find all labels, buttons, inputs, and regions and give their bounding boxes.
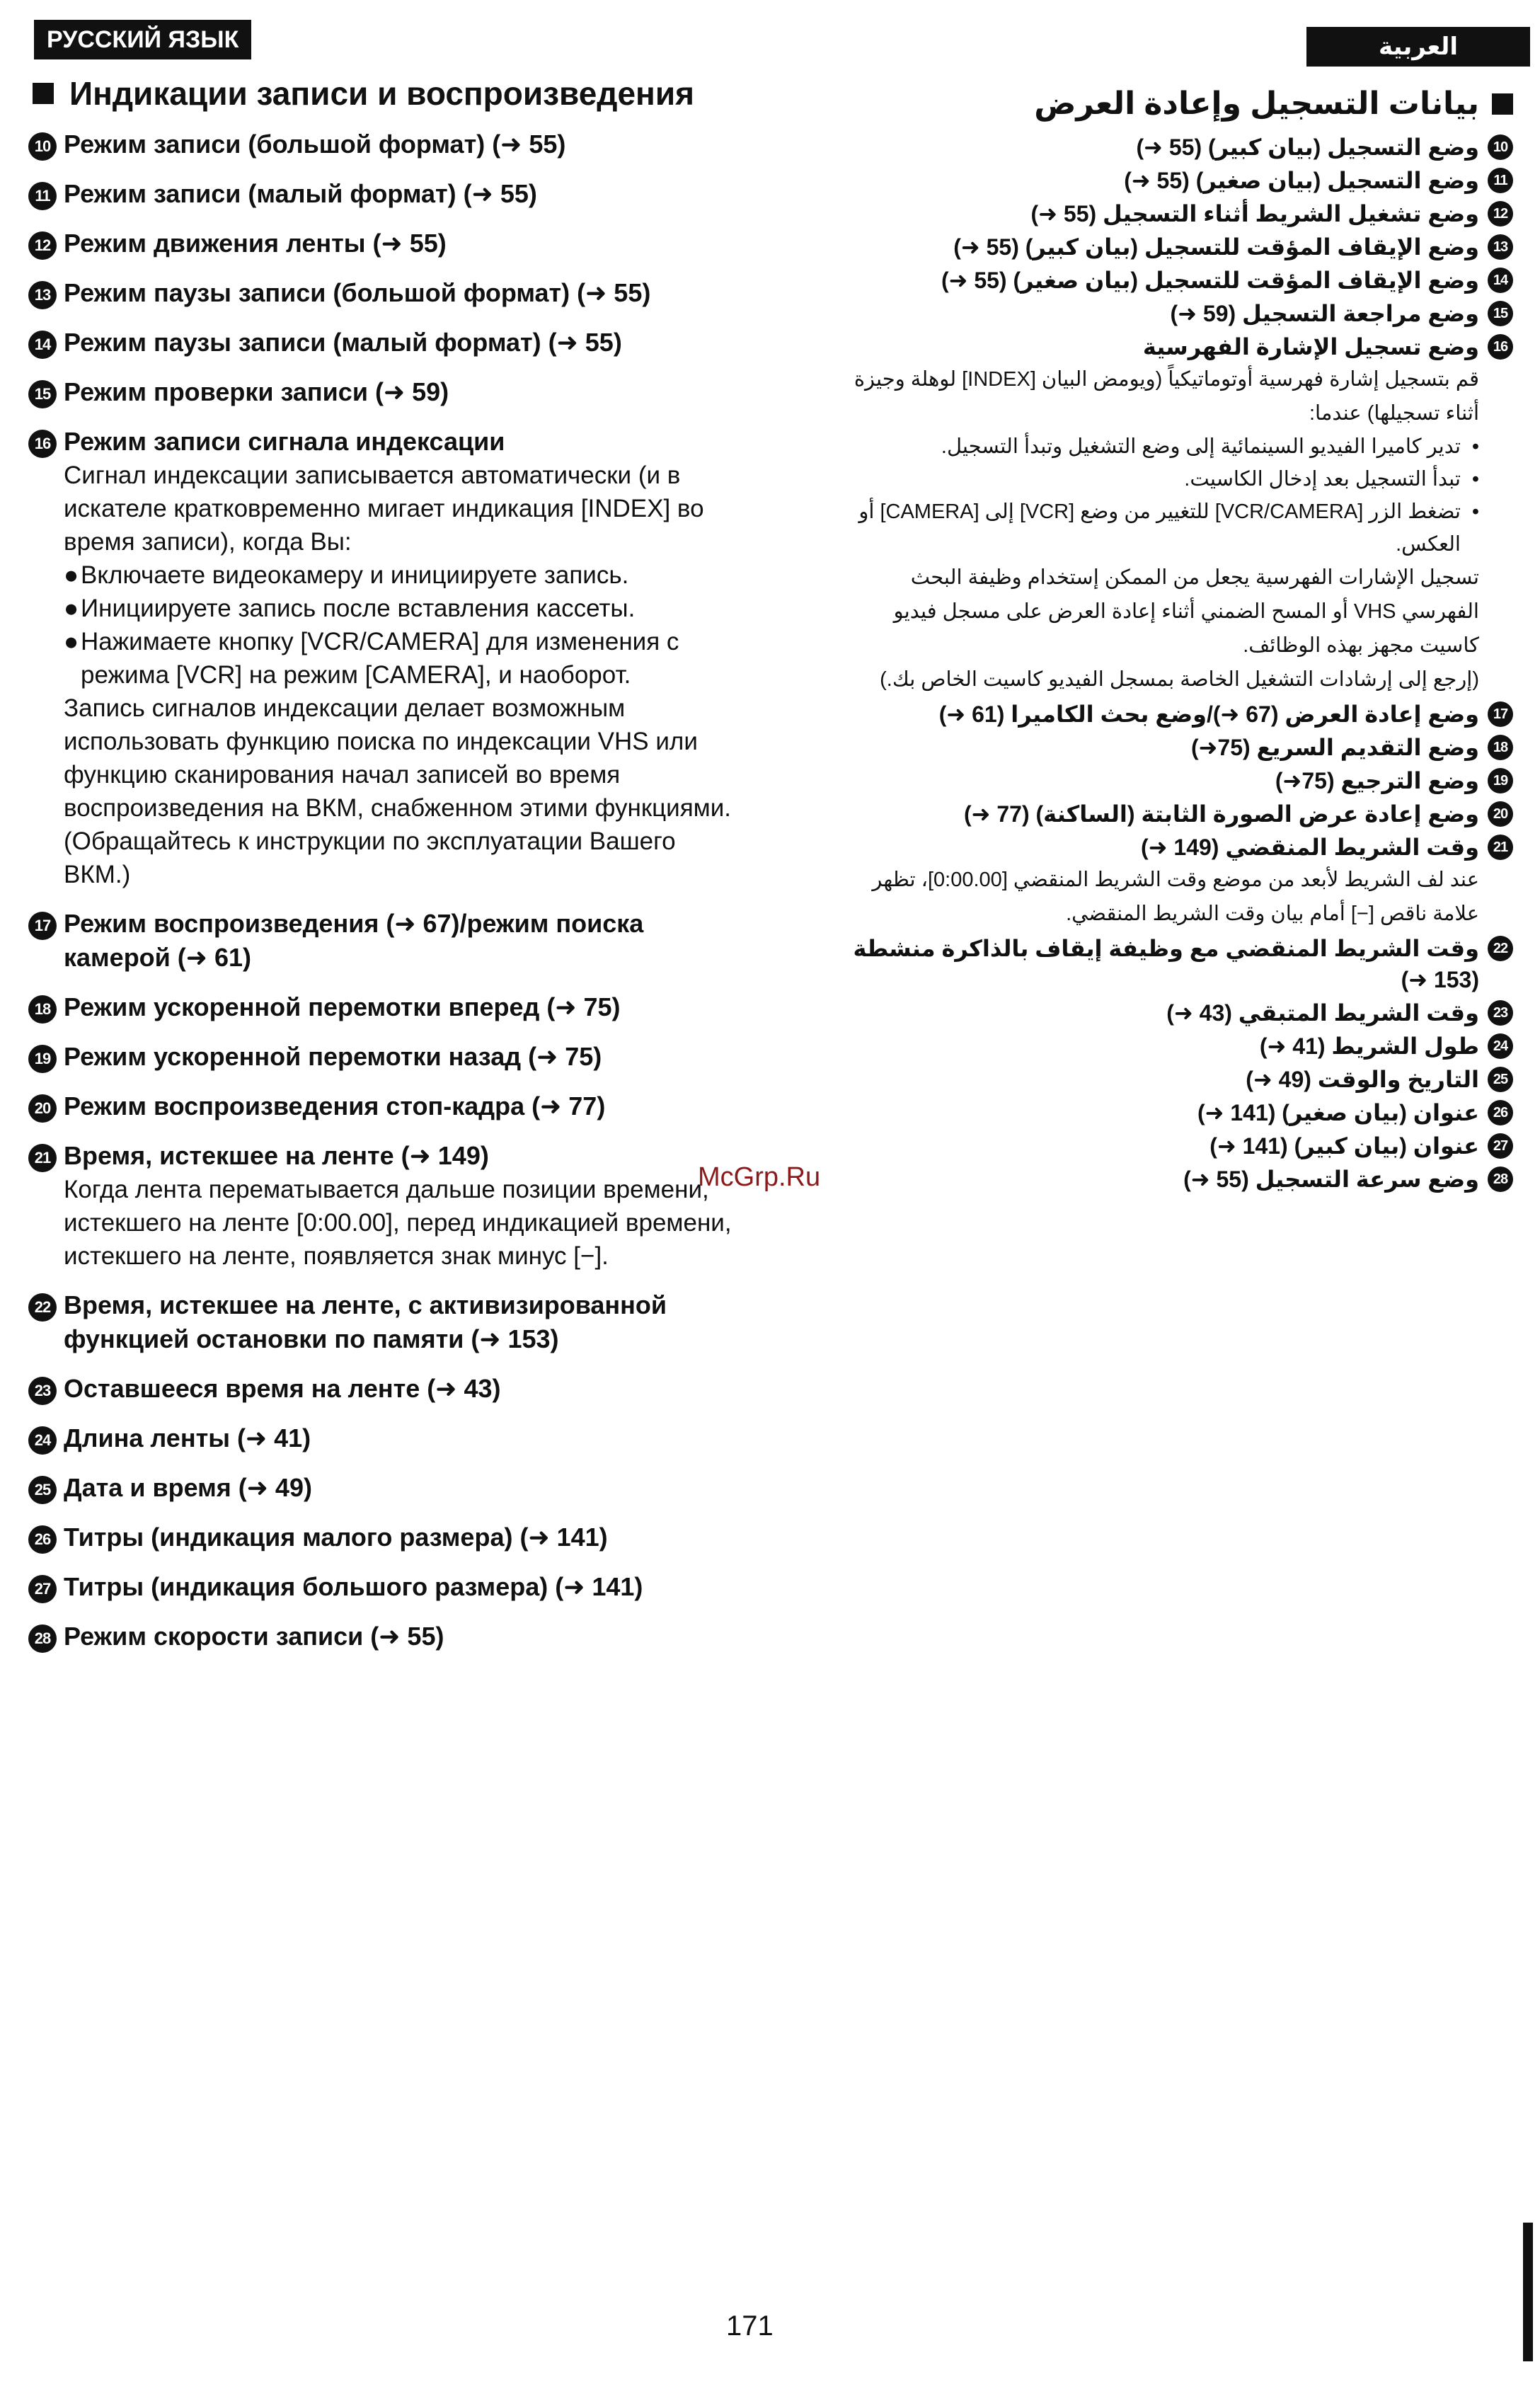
ru-item-title: Режим паузы записи (большой формат) (➜ 55) [64, 278, 651, 307]
ar-item-title: وضع إعادة عرض الصورة الثابتة (الساكنة) (77 ➜) [964, 801, 1479, 827]
ar-item-title: عنوان (بيان صغير) (141 ➜) [1197, 1100, 1479, 1125]
bullet-item: • تضغط الزر [VCR/CAMERA] للتغيير من وضع [VCR] إلى [CAMERA] أو العكس. [832, 495, 1479, 561]
ru-item-text: Когда лента перематывается дальше позиции времени, истекшего на ленте [0:00.00], перед индикацией времени, истекшего на ленте, появляется знак минус [−]. [64, 1176, 732, 1270]
ru-item-28 [28, 1620, 736, 1654]
ar-item-15 [832, 298, 1513, 329]
number-badge-icon: 26 [1488, 1100, 1513, 1125]
ar-item-title: وضع مراجعة التسجيل (59 ➜) [1170, 301, 1479, 326]
number-badge-icon: 13 [1488, 234, 1513, 260]
ar-item-12 [832, 198, 1513, 229]
number-badge-icon: 18 [1488, 735, 1513, 760]
number-badge-icon: 23 [1488, 1000, 1513, 1026]
watermark: McGrp.Ru [698, 1162, 821, 1192]
ru-item-title: Режим движения ленты (➜ 55) [64, 229, 447, 258]
ru-item-title: Режим воспроизведения (➜ 67)/режим поиска камерой (➜ 61) [64, 909, 644, 972]
number-badge-icon: 11 [28, 182, 57, 210]
number-badge-icon: 10 [28, 132, 57, 161]
number-badge-icon: 21 [1488, 835, 1513, 860]
number-badge-icon: 23 [28, 1377, 57, 1405]
ru-item-title: Титры (индикация большого размера) (➜ 141) [64, 1572, 643, 1601]
ar-item-text: تسجيل الإشارات الفهرسية يجعل من الممكن إستخدام وظيفة البحث الفهرسي VHS أو المسح الضمني أثناء إعادة العرض على مسجل فيديو كاسيت مجهز بهذه الوظائف. [893, 566, 1479, 657]
ar-item-title: وضع الترجيع (75➜) [1275, 768, 1479, 793]
language-tag-russian: РУССКИЙ ЯЗЫК [34, 20, 251, 59]
ar-item-10 [832, 132, 1513, 163]
ar-item-title: وضع الإيقاف المؤقت للتسجيل (بيان صغير) (55 ➜) [941, 268, 1479, 293]
bullet-item: ● Включаете видеокамеру и инициируете запись. [64, 558, 736, 592]
ar-section-heading [832, 84, 1513, 125]
ru-item-27 [28, 1570, 736, 1604]
bullet-dot-icon: ● [64, 561, 79, 589]
ru-item-10 [28, 127, 736, 161]
ru-item-title: Режим записи сигнала индексации [64, 427, 505, 456]
number-badge-icon: 27 [1488, 1133, 1513, 1159]
number-badge-icon: 12 [28, 231, 57, 260]
number-badge-icon: 15 [28, 380, 57, 408]
number-badge-icon: 19 [1488, 768, 1513, 793]
ru-heading-text: Индикации записи и воспроизведения [69, 75, 694, 112]
number-badge-icon: 21 [28, 1144, 57, 1172]
ar-item-13 [832, 231, 1513, 263]
number-badge-icon: 16 [28, 430, 57, 458]
ar-item-title: التاريخ والوقت (49 ➜) [1246, 1067, 1479, 1092]
ar-heading-text: بيانات التسجيل وإعادة العرض [1034, 86, 1479, 121]
ru-item-23 [28, 1372, 736, 1406]
ar-item-title: وضع تسجيل الإشارة الفهرسية [1142, 334, 1479, 360]
ru-item-title: Оставшееся время на ленте (➜ 43) [64, 1374, 501, 1403]
ru-item-18 [28, 990, 736, 1024]
ru-item-title: Дата и время (➜ 49) [64, 1473, 312, 1502]
ar-item-21 [832, 832, 1513, 931]
bullet-item: ● Нажимаете кнопку [VCR/CAMERA] для изменения с режима [VCR] на режим [CAMERA], и наоборот. [64, 625, 736, 692]
number-badge-icon: 24 [28, 1426, 57, 1455]
bullet-item: • تدير كاميرا الفيديو السينمائية إلى وضع التشغيل وتبدأ التسجيل. [832, 430, 1479, 463]
page-number: 171 [726, 2310, 774, 2342]
ru-item-21 [28, 1139, 736, 1273]
ru-item-title: Длина ленты (➜ 41) [64, 1423, 311, 1452]
ru-item-16 [28, 425, 736, 891]
number-badge-icon: 11 [1488, 168, 1513, 193]
ar-item-22 [832, 933, 1513, 995]
ru-item-text: Запись сигналов индексации делает возможным использовать функцию поиска по индексации VHS или функцию сканирования начал записей во время воспроизведения на ВКМ, снабженном этими функциями. [64, 694, 732, 822]
number-badge-icon: 24 [1488, 1033, 1513, 1059]
ru-item-19 [28, 1040, 736, 1074]
ar-item-19 [832, 765, 1513, 796]
bullet-dot-icon: ● [64, 628, 79, 655]
bullet-dot-icon: ● [64, 595, 79, 622]
ru-item-11 [28, 177, 736, 211]
ar-item-title: طول الشريط (41 ➜) [1259, 1033, 1479, 1059]
ru-item-text: Сигнал индексации записывается автоматически (и в искателе кратковременно мигает индикация [INDEX] во время записи), когда Вы: [64, 462, 704, 556]
ar-item-title: وضع إعادة العرض (67 ➜)/وضع بحث الكاميرا (61 ➜) [938, 701, 1479, 727]
ru-item-12 [28, 227, 736, 260]
number-badge-icon: 12 [1488, 201, 1513, 227]
bullet-item: ● Инициируете запись после вставления кассеты. [64, 592, 736, 625]
ar-item-23 [832, 997, 1513, 1028]
ru-item-24 [28, 1421, 736, 1455]
bullet-dot-icon: • [1471, 468, 1479, 491]
ar-item-title: وضع التسجيل (بيان صغير) (55 ➜) [1124, 168, 1479, 193]
ar-item-text: (إرجع إلى إرشادات التشغيل الخاصة بمسجل الفيديو كاسيت الخاص بك.) [880, 668, 1479, 691]
number-badge-icon: 18 [28, 995, 57, 1024]
ar-item-text: عند لف الشريط لأبعد من موضع وقت الشريط المنقضي [0:00.00]، تظهر علامة ناقص [−] أمام بيان وقت الشريط المنقضي. [872, 869, 1479, 925]
number-badge-icon: 20 [1488, 801, 1513, 827]
page-edge-marker [1523, 2223, 1533, 2361]
ar-item-title: وضع التسجيل (بيان كبير) (55 ➜) [1136, 134, 1479, 160]
ar-item-20 [832, 798, 1513, 830]
ru-item-title: Режим воспроизведения стоп-кадра (➜ 77) [64, 1091, 606, 1121]
ar-item-14 [832, 265, 1513, 296]
arabic-column [832, 84, 1513, 1197]
bullet-dot-icon: • [1471, 435, 1479, 458]
bullet-dot-icon: • [1471, 500, 1479, 523]
ru-item-title: Режим записи (большой формат) (➜ 55) [64, 130, 566, 159]
ru-item-25 [28, 1471, 736, 1505]
ru-item-title: Режим паузы записи (малый формат) (➜ 55) [64, 328, 622, 357]
ar-item-24 [832, 1031, 1513, 1062]
ru-item-15 [28, 375, 736, 409]
ar-item-title: وقت الشريط المتبقي (43 ➜) [1166, 1000, 1479, 1026]
ru-item-14 [28, 326, 736, 360]
ar-item-11 [832, 165, 1513, 196]
ar-item-title: وضع سرعة التسجيل (55 ➜) [1183, 1167, 1479, 1192]
ar-item-text: قم بتسجيل إشارة فهرسية أوتوماتيكياً (ويومض البيان [INDEX] لوهلة وجيزة أثناء تسجيلها) عندما: [854, 368, 1479, 425]
square-bullet-icon [33, 83, 54, 104]
ar-item-title: وقت الشريط المنقضي مع وظيفة إيقاف بالذاكرة منشطة (153 ➜) [853, 936, 1479, 992]
bullet-item: • تبدأ التسجيل بعد إدخال الكاسيت. [832, 463, 1479, 495]
number-badge-icon: 25 [1488, 1067, 1513, 1092]
number-badge-icon: 22 [28, 1293, 57, 1322]
ru-item-17 [28, 907, 736, 975]
number-badge-icon: 28 [1488, 1167, 1513, 1192]
number-badge-icon: 20 [28, 1094, 57, 1123]
ru-item-title: Режим скорости записи (➜ 55) [64, 1622, 444, 1651]
russian-column [28, 74, 736, 1669]
ru-item-title: Режим записи (малый формат) (➜ 55) [64, 179, 537, 208]
number-badge-icon: 13 [28, 281, 57, 309]
number-badge-icon: 19 [28, 1045, 57, 1073]
square-bullet-icon [1492, 93, 1513, 115]
ar-item-16 [832, 331, 1513, 697]
ru-item-title: Время, истекшее на ленте, с активизированной функцией остановки по памяти (➜ 153) [64, 1290, 667, 1353]
ar-item-title: وضع تشغيل الشريط أثناء التسجيل (55 ➜) [1030, 201, 1479, 227]
ru-section-heading [28, 74, 736, 113]
number-badge-icon: 26 [28, 1525, 57, 1554]
number-badge-icon: 16 [1488, 334, 1513, 360]
number-badge-icon: 28 [28, 1624, 57, 1653]
ru-item-title: Режим ускоренной перемотки вперед (➜ 75) [64, 992, 621, 1021]
ru-item-title: Время, истекшее на ленте (➜ 149) [64, 1141, 489, 1170]
ru-item-26 [28, 1520, 736, 1554]
ar-item-25 [832, 1064, 1513, 1095]
ru-item-20 [28, 1089, 736, 1123]
number-badge-icon: 27 [28, 1575, 57, 1603]
ar-item-26 [832, 1097, 1513, 1128]
number-badge-icon: 15 [1488, 301, 1513, 326]
number-badge-icon: 25 [28, 1476, 57, 1504]
ar-item-title: وضع الإيقاف المؤقت للتسجيل (بيان كبير) (55 ➜) [953, 234, 1479, 260]
ar-item-18 [832, 732, 1513, 763]
ru-item-title: Режим проверки записи (➜ 59) [64, 377, 449, 406]
ru-item-22 [28, 1288, 736, 1356]
language-tag-arabic: العربية [1306, 27, 1530, 67]
ru-item-text: (Обращайтесь к инструкции по эксплуатации Вашего ВКМ.) [64, 827, 676, 888]
ar-item-title: وقت الشريط المنقضي (149 ➜) [1141, 835, 1479, 860]
number-badge-icon: 17 [1488, 701, 1513, 727]
ar-item-28 [832, 1164, 1513, 1195]
ru-item-title: Режим ускоренной перемотки назад (➜ 75) [64, 1042, 602, 1071]
number-badge-icon: 14 [28, 331, 57, 359]
ar-item-title: وضع التقديم السريع (75➜) [1190, 735, 1479, 760]
number-badge-icon: 22 [1488, 936, 1513, 961]
ru-item-13 [28, 276, 736, 310]
number-badge-icon: 14 [1488, 268, 1513, 293]
ar-item-27 [832, 1130, 1513, 1162]
number-badge-icon: 10 [1488, 134, 1513, 160]
number-badge-icon: 17 [28, 912, 57, 940]
ru-item-title: Титры (индикация малого размера) (➜ 141) [64, 1523, 608, 1552]
ar-item-17 [832, 699, 1513, 730]
ar-item-title: عنوان (بيان كبير) (141 ➜) [1209, 1133, 1479, 1159]
